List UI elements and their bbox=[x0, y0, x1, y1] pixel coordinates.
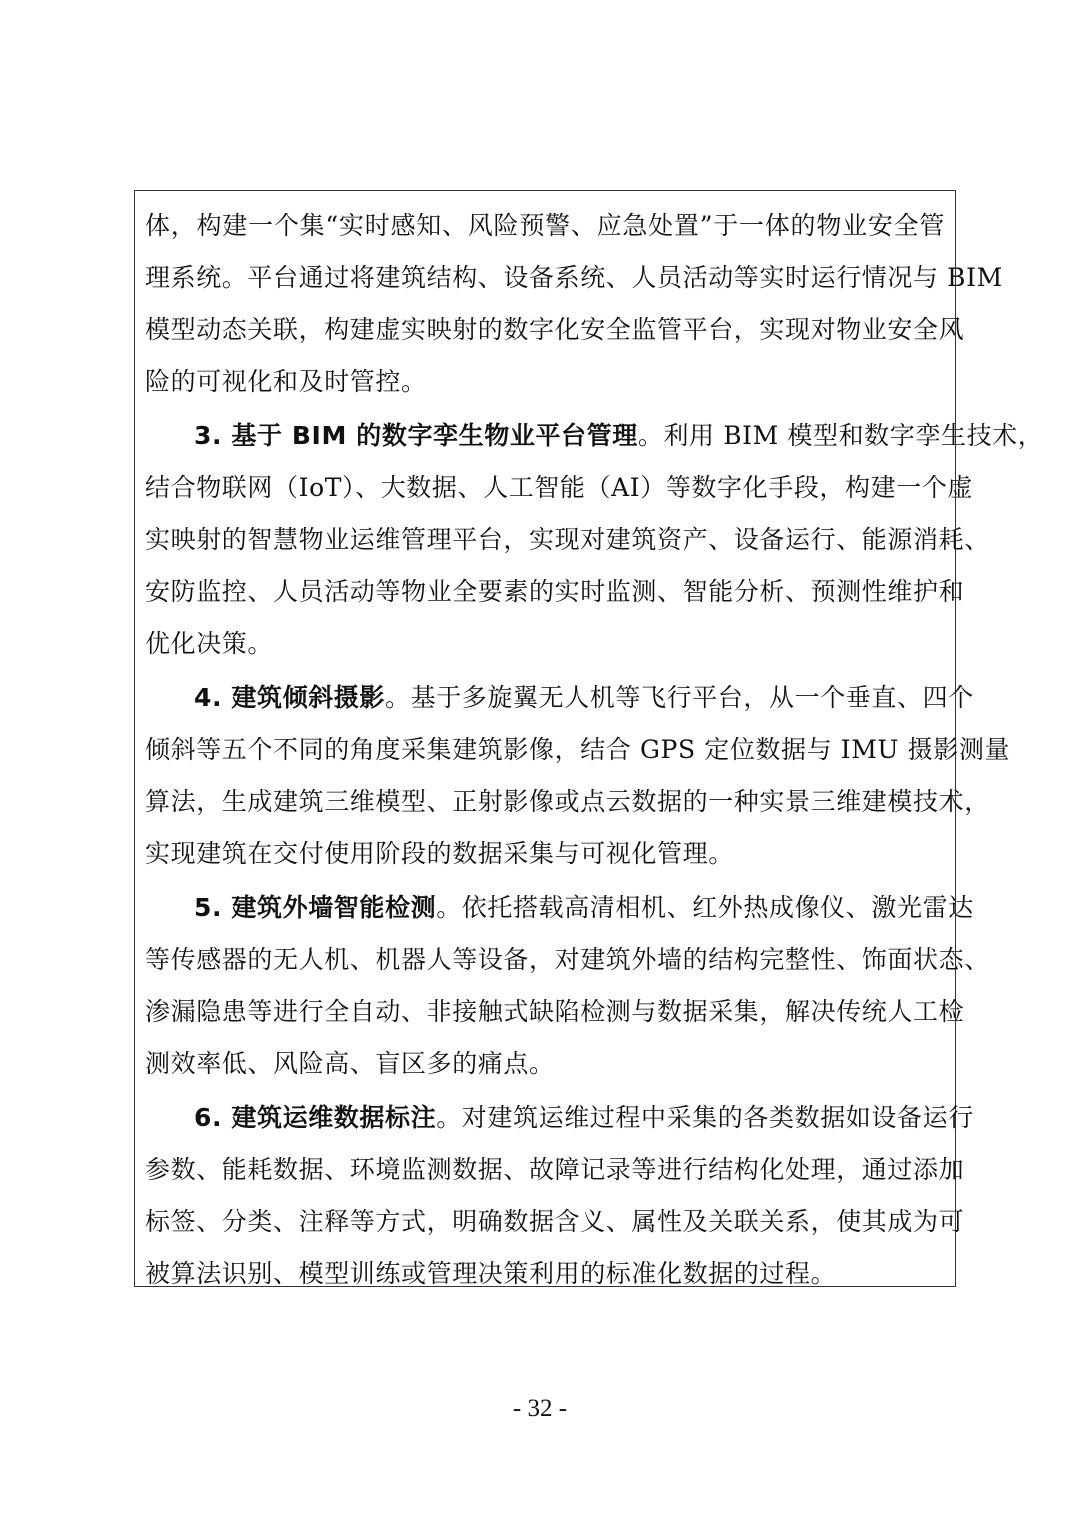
paragraph-line: 实现建筑在交付使用阶段的数据采集与可视化管理。 bbox=[145, 839, 734, 868]
paragraph-line: 实映射的智慧物业运维管理平台，实现对建筑资产、设备运行、能源消耗、 bbox=[145, 525, 990, 554]
paragraph-line: 等传感器的无人机、机器人等设备，对建筑外墙的结构完整性、饰面状态、 bbox=[145, 945, 990, 974]
section-4-line bbox=[194, 678, 974, 718]
section-5-heading: 5. 建筑外墙智能检测 bbox=[194, 893, 437, 922]
paragraph-line: 测效率低、风险高、盲区多的痛点。 bbox=[145, 1049, 555, 1078]
section-3-heading: 3. 基于 BIM 的数字孪生物业平台管理 bbox=[194, 421, 638, 450]
section-5-line bbox=[194, 888, 974, 928]
section-3-line bbox=[194, 416, 1044, 456]
section-6-text: 。对建筑运维过程中采集的各类数据如设备运行 bbox=[436, 1103, 974, 1132]
paragraph-line: 参数、能耗数据、环境监测数据、故障记录等进行结构化处理，通过添加 bbox=[145, 1155, 965, 1184]
paragraph-line: 险的可视化和及时管控。 bbox=[145, 367, 427, 396]
section-4-heading: 4. 建筑倾斜摄影 bbox=[194, 683, 385, 712]
paragraph-line: 体，构建一个集“实时感知、风险预警、应急处置”于一体的物业安全管 bbox=[145, 211, 945, 240]
page-number: - 32 - bbox=[512, 1395, 568, 1422]
paragraph-line: 理系统。平台通过将建筑结构、设备系统、人员活动等实时运行情况与 BIM bbox=[145, 263, 1003, 292]
paragraph-line: 安防监控、人员活动等物业全要素的实时监测、智能分析、预测性维护和 bbox=[145, 577, 965, 606]
paragraph-line: 优化决策。 bbox=[145, 629, 274, 658]
paragraph-line: 标签、分类、注释等方式，明确数据含义、属性及关联关系，使其成为可 bbox=[145, 1207, 965, 1236]
paragraph-line: 渗漏隐患等进行全自动、非接触式缺陷检测与数据采集，解决传统人工检 bbox=[145, 997, 965, 1026]
section-6-line bbox=[194, 1098, 974, 1138]
section-3-text: 。利用 BIM 模型和数字孪生技术， bbox=[637, 421, 1044, 450]
paragraph-line: 结合物联网（IoT）、大数据、人工智能（AI）等数字化手段，构建一个虚 bbox=[145, 473, 974, 502]
section-4-text: 。基于多旋翼无人机等飞行平台，从一个垂直、四个 bbox=[385, 683, 974, 712]
paragraph-line: 算法，生成建筑三维模型、正射影像或点云数据的一种实景三维建模技术， bbox=[145, 787, 990, 816]
section-6-heading: 6. 建筑运维数据标注 bbox=[194, 1103, 437, 1132]
paragraph-line: 模型动态关联，构建虚实映射的数字化安全监管平台，实现对物业安全风 bbox=[145, 315, 965, 344]
section-5-text: 。依托搭载高清相机、红外热成像仪、激光雷达 bbox=[436, 893, 974, 922]
paragraph-line: 被算法识别、模型训练或管理决策利用的标准化数据的过程。 bbox=[145, 1259, 837, 1288]
paragraph-line: 倾斜等五个不同的角度采集建筑影像，结合 GPS 定位数据与 IMU 摄影测量 bbox=[145, 735, 1011, 764]
